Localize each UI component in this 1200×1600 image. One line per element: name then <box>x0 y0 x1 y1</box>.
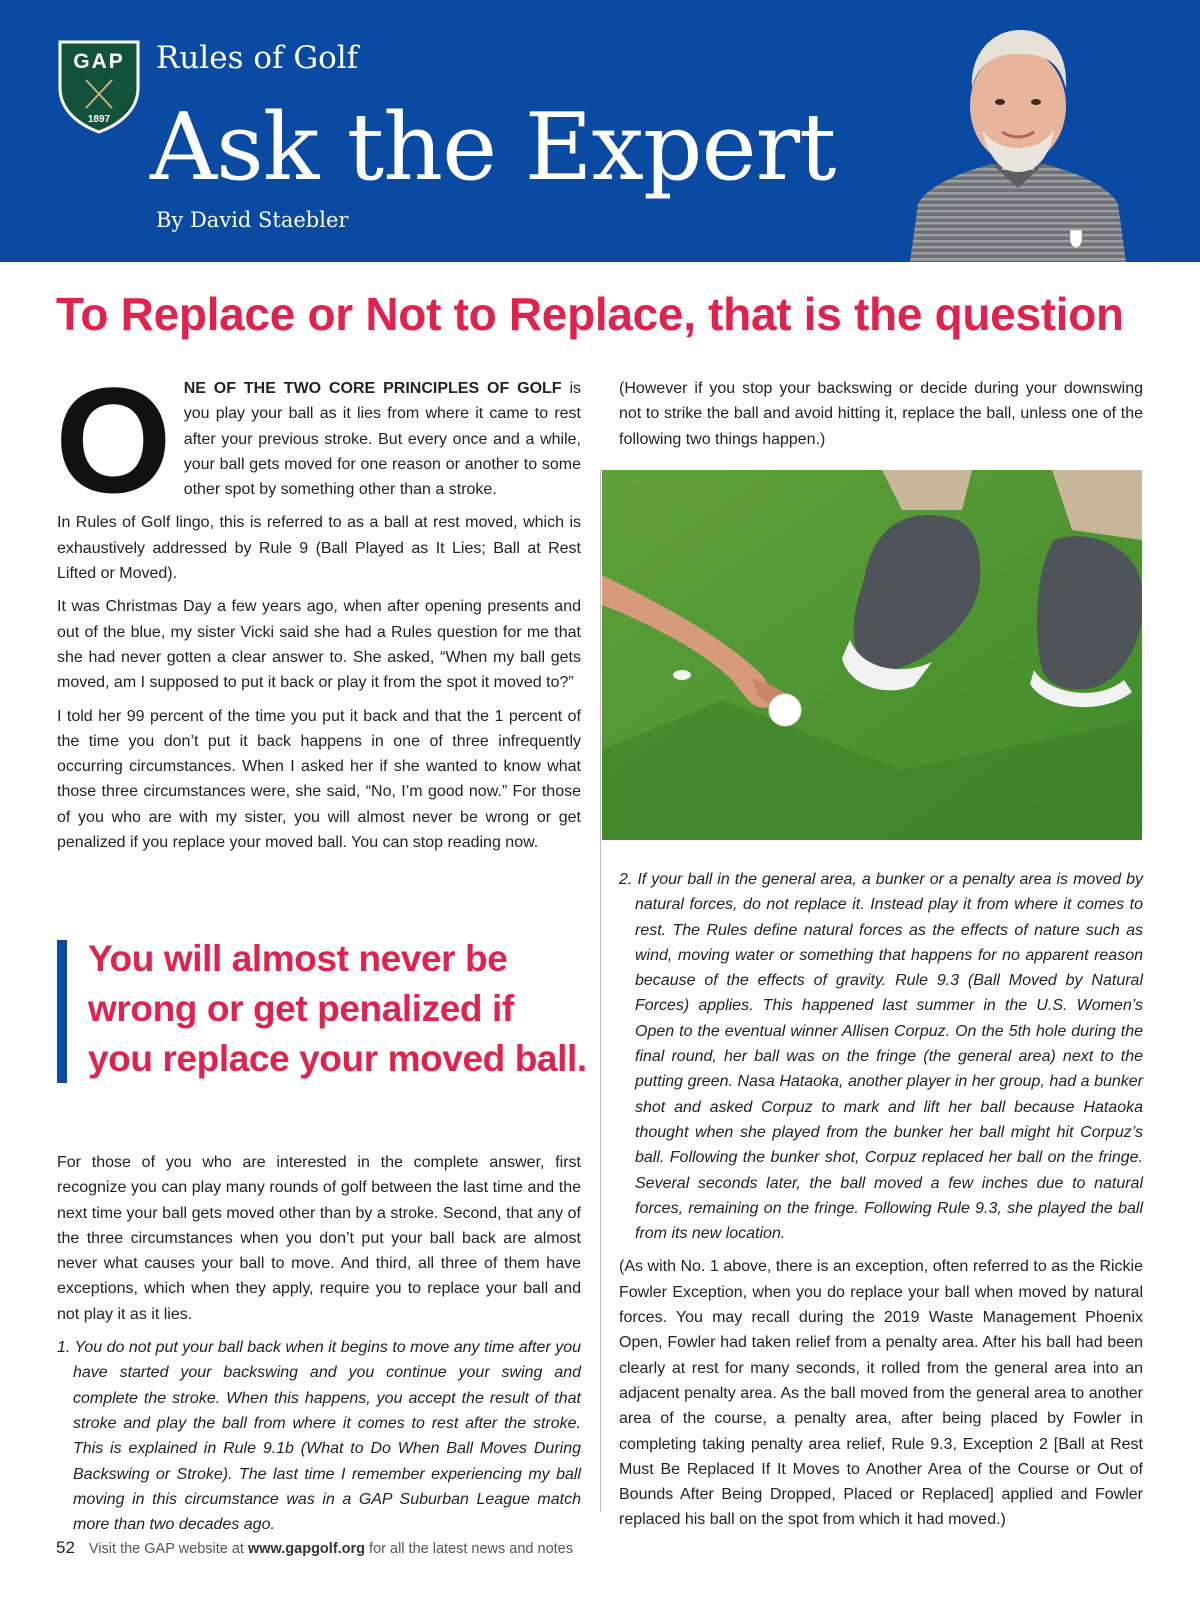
paragraph-christmas: It was Christmas Day a few years ago, when after opening presents and out of the blue, my sister Vicki said she had a Rules question for me that she had never gotten a clear answer to. She asked, “When my ball gets moved, am I supposed to put it back or play it from the spot it moved to?” <box>57 598 581 692</box>
paragraph-fowler-exception: (As with No. 1 above, there is an exception, often referred to as the Rickie Fowler Exception, when you do replace your ball when moved by natural forces. You may recall during the 2019 Waste Management Phoenix Open, Fowler had taken relief from a penalty area. After his ball had been clearly at rest for many seconds, it rolled from the general area into an adjacent penalty area. As the ball moved from the general area to another area of the course, a penalty area, after being placed by Fowler in completing taking penalty area relief, Rule 9.3, Exception 2 [Ball at Rest Must Be Replaced If It Moves to Another Area of the Course or Out of Bounds After Being Dropped, Placed or Replaced] applied and Fowler replaced his ball on the spot from which it had moved.) <box>619 1258 1143 1529</box>
article-headline: To Replace or Not to Replace, that is the question <box>56 288 1124 340</box>
golf-ball-placement-photo <box>602 470 1142 840</box>
left-column-top <box>55 356 582 863</box>
footer <box>56 1538 573 1558</box>
lead-in-text: NE OF THE TWO CORE PRINCIPLES OF GOLF <box>183 380 562 397</box>
pull-quote: You will almost never be wrong or get penalized if you replace your moved ball. <box>88 938 587 1079</box>
gap-logo-shield-icon <box>56 38 142 134</box>
footer-text-after: for all the latest news and notes <box>365 1541 573 1557</box>
left-column-bottom <box>57 1150 581 1545</box>
paragraph-complete-answer: For those of you who are interested in the complete answer, first recognize you can play many rounds of golf between the last time and the next time your ball gets moved other than by a stroke. Second, that any of the three circumstances when you don’t put your ball back are almost never what causes your ball to move. And third, all three of them have exceptions, which when they apply, require you to replace your ball and not play it as it lies. <box>57 1154 581 1323</box>
logo-text: GAP <box>73 50 125 73</box>
byline: By David Staebler <box>156 208 349 232</box>
header-band <box>0 0 1200 262</box>
intro-text: is you play your ball as it lies from where it came to rest after your previous stroke. But every once and a while, your ball gets moved for one reason or another to some other spot by something other than a stroke. <box>183 380 582 499</box>
series-title: Rules of Golf <box>156 40 359 76</box>
paragraph-ninety-nine-percent: I told her 99 percent of the time you put it back and that the 1 percent of the time you don’t put it back happens in one of three infrequently occurring circumstances. When I asked her if she wanted to know what those three circumstances were, she said, “No, I’m good now.” For those of you who are with my sister, you will almost never be wrong or get penalized if you replace your moved ball. You can stop reading now. <box>57 707 581 852</box>
list-item-2: 2. If your ball in the general area, a bunker or a penalty area is moved by natural forces, do not replace it. Instead play it from where it comes to rest. The Rules define natural forces as the effects of nature such as wind, moving water or something that happens for no apparent reason because of the effects of gravity. Rule 9.3 (Ball Moved by Natural Forces) applies. This happened last summer in the U.S. Women’s Open to the eventual winner Allisen Corpuz. On the 5th hole during the final round, her ball was on the fringe (the general area) next to the putting green. Nasa Hataoka, another player in her group, had a bunker shot and asked Corpuz to mark and lift her ball because Hataoka thought when she played from the bunker her ball might hit Corpuz’s ball. Following the bunker shot, Corpuz replaced her ball on the fringe. Several seconds later, the ball moved a few inches due to natural forces, remaining on the fringe. Following Rule 9.3, she played the ball from its new location. <box>619 871 1143 1243</box>
drop-cap: O <box>55 356 172 524</box>
list-item-1: 1. You do not put your ball back when it begins to move any time after you have started your backswing and you continue your swing and complete the stroke. When this happens, you accept the result of that stroke and play the ball from where it comes to rest after the stroke. This is explained in Rule 9.1b (What to Do When Ball Moves During Backswing or Stroke). The last time I remember experiencing my ball moving in this circumstance was in a GAP Suburban League match more than two decades ago. <box>57 1339 581 1534</box>
paragraph-intro <box>55 356 582 524</box>
website-link[interactable]: www.gapgolf.org <box>247 1541 366 1557</box>
main-title: Ask the Expert <box>150 93 836 201</box>
paragraph-rule9: In Rules of Golf lingo, this is referred to as a ball at rest moved, which is exhaustively addressed by Rule 9 (Ball Played as It Lies; Ball at Rest Lifted or Moved). <box>57 514 581 583</box>
paragraph-backswing-note: (However if you stop your backswing or decide during your downswing not to strike the ball and avoid hitting it, replace the ball, unless one of the following two things happen.) <box>619 380 1143 448</box>
footer-text-before: Visit the GAP website at <box>88 1541 248 1557</box>
column-divider <box>600 470 601 1512</box>
logo-year: 1897 <box>87 114 111 125</box>
author-portrait-photo <box>910 18 1126 262</box>
right-column-top <box>619 376 1143 460</box>
pull-quote-bar <box>57 940 67 1083</box>
page-number: 52 <box>56 1538 75 1557</box>
right-column-bottom <box>619 867 1143 1541</box>
